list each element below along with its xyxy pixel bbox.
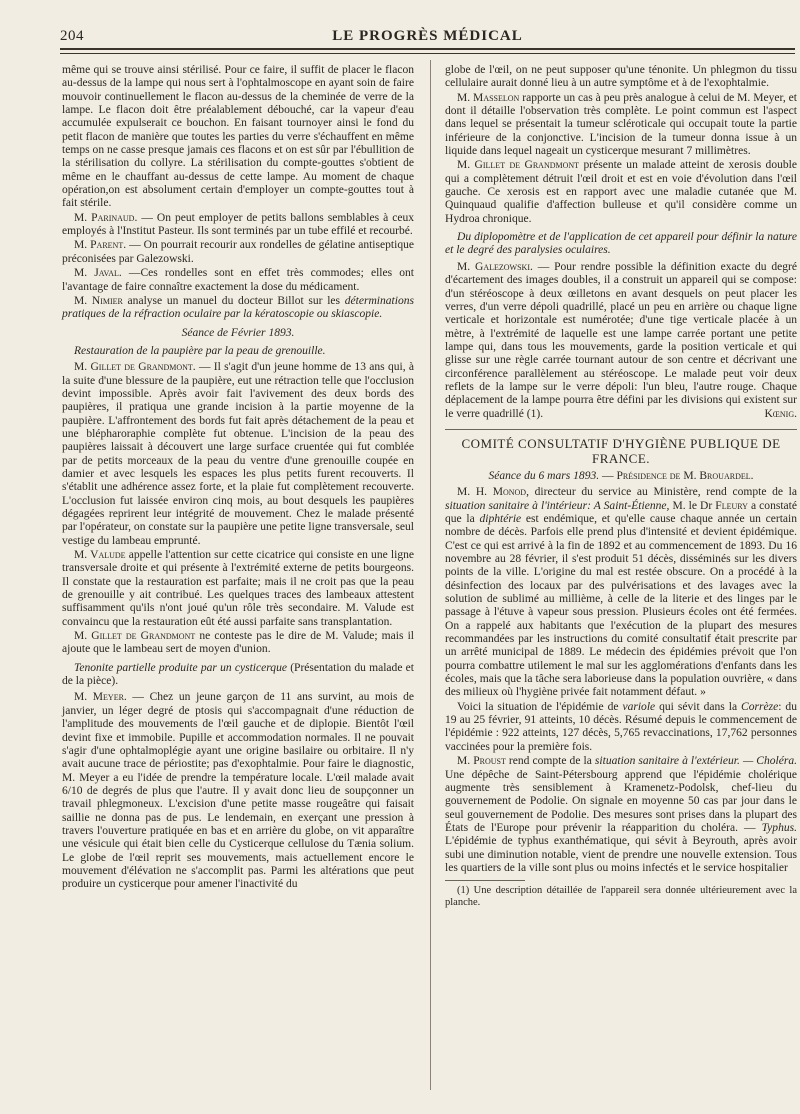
paragraph-text: Une dépêche de Saint-Pétersbourg apprend que l'épidémie cholérique augmente très sensiblement à Kramenetz-Podolsk, chef-lieu du gouvernement de Podolie. On signale en moyenne 50 cas par jour dans le seul gouvernement de Podolie. Des mesures sont prises dans la plupart des États de l'Europe pour prévenir la réapparition du choléra. —: [445, 768, 797, 834]
column-divider: [430, 60, 431, 1090]
speaker-name: M. Gillet de Grandmont.: [74, 361, 196, 374]
paragraph-text: — On peut employer de petits ballons semblables à ceux employés à l'Institut Pasteur. Ils sont terminés par un tube effilé et recourbé.: [62, 211, 414, 238]
italic-text: diphtérie: [479, 512, 522, 525]
speaker-name: M. Valude: [74, 549, 126, 562]
paragraph-text: M. le Dr: [669, 499, 716, 512]
speaker-name: M. Gillet de Grandmont: [74, 630, 196, 643]
session-presidency: — Présidence de M. Brouardel.: [599, 469, 754, 482]
session-heading: [445, 470, 797, 483]
paragraph-text: rend compte de la: [505, 755, 595, 768]
paragraph-text: appelle l'attention sur cette cicatrice qui consiste en une ligne transversale droite et qui présente à l'extrémité externe de petits bourgeons. Il constate que la restauration est parfaite; mais il ne croit pas que la peau de grenouille y ait contribué. Les quelques traces des lambeaux attestent suffisamment qu'ils n'ont joué qu'un rôle très secondaire. M. Valude est convaincu que la restauration eût été aussi parfaite sans transplantation.: [62, 549, 414, 628]
section-heading-italic: Tenonite partielle produite par un cysticerque: [74, 661, 287, 674]
paragraph: [62, 295, 414, 322]
right-column: [445, 64, 797, 910]
page-number: 204: [60, 28, 84, 44]
paragraph: [62, 212, 414, 239]
paragraph-text: — On pourrait recourir aux rondelles de gélatine antiseptique préconisées par Galezowski.: [62, 239, 414, 265]
section-heading-rest: (Présentation du malade et de la pièce).: [62, 661, 414, 688]
paragraph-text: : du 19 au 25 février, 91 atteints, 10 décès. Résumé depuis le commencement de l'épidémie : 922 atteints, 127 décès, 5,765 revaccinations, 17,762 personnes vaccinées pour la première fois.: [445, 700, 797, 753]
speaker-name: M. Parent.: [74, 239, 127, 252]
paragraph-text: — Pour rendre possible la définition exacte du degré d'écartement des images doubles, il a construit un appareil qui se compose: d'un stéréoscope à deux œilletons en avant desquels on peut placer les verres, d'un verre dépoli quadrillé, placé un peu en arrière ou chaque ligne verticale et horizontale est numérotée; d'une tige verticale placée à un mètre, à l'extrémité de laquelle est une lampe carrée portant une petite lampe qui, dans tous les mouvements, garde la position verticale et qui glisse sur une règle carrée tournant autour de son centre et décrivant une circonférence parallèlement au stéréoscope. Le malade peut voir deux reflets de la lampe sur le verre dépoli: l'un bleu, l'autre rouge. Chaque déplacement de la lampe pourra être défini par les divisions qui existent sur le verre quadrillé (1).: [445, 260, 797, 420]
paragraph-text: directeur du service au Ministère, rend compte de la: [528, 486, 798, 499]
section-heading: [62, 662, 414, 689]
paragraph: [62, 267, 414, 294]
paragraph: globe de l'œil, on ne peut supposer qu'une ténonite. Un phlegmon du tissu cellulaire aurait donné lieu à un autre symptôme et à de l'exophtalmie.: [445, 64, 797, 90]
italic-text: Corrèze: [741, 700, 779, 713]
italic-text: situation sanitaire à l'intérieur: A Saint-Étienne,: [445, 499, 670, 512]
speaker-name: M. Proust: [457, 755, 506, 768]
header-rule-thin: [60, 53, 795, 54]
paragraph: [445, 159, 797, 226]
speaker-name: M. Galezowski.: [457, 260, 533, 273]
paragraph: [62, 691, 414, 891]
speaker-name: M. Javal.: [74, 267, 122, 280]
paragraph: [445, 486, 797, 700]
paragraph-text: Voici la situation de l'épidémie de: [457, 700, 623, 713]
speaker-name: M. Gillet de Grandmont: [457, 159, 580, 172]
paragraph-text: présente un malade atteint de xerosis double qui a complètement détruit l'œil droit et est en voie d'évolution dans l'œil gauche. Ce xerosis est en rapport avec une maladie cutanée que M. Quinquaud qualifie d'affection bulleuse et qu'il considère comme un Hydroa chronique.: [445, 159, 797, 225]
paragraph: [445, 755, 797, 875]
paragraph-text: — Il s'agit d'un jeune homme de 13 ans qui, à la suite d'une blessure de la paupière, eut une rétraction telle que l'occlusion devint impossible. Après avoir fait l'avivement des deux bords des paupières, il pratiqua une grande incision à la partie moyenne de la paupière. L'affrontement des bords fut fait après détachement de la peau et une blépharoraphie complète fut obtenue. L'incision de la peau des paupières laissait à découvert une large surface cruentée qui fut comblée par de petits morceaux de la peau du ventre d'une grenouille coupée en damier et avec lesquels les espaces les plus petits furent recouverts. Il s'établit une adhérence assez forte, et la plaie fut complètement recouverte. L'occlusion fut laissée environ cinq mois, au bout desquels les paupières dégagées reprirent leur intégrité de mouvement. Chez le malade présenté par l'opérateur, on constate sur la paupière une petite ligne transversale, seul vestige du lambeau emprunté.: [62, 361, 414, 547]
speaker-name: M. Nimier: [74, 294, 123, 307]
paragraph: [445, 261, 797, 421]
paragraph-text: analyse un manuel du docteur Billot sur les: [122, 294, 345, 307]
committee-title: COMITÉ CONSULTATIF D'HYGIÈNE PUBLIQUE DE FRANCE.: [461, 435, 781, 466]
header-rule: [60, 48, 795, 50]
section-heading: Restauration de la paupière par la peau de grenouille.: [74, 344, 326, 357]
paragraph: [445, 92, 797, 159]
paragraph-text: —Ces rondelles sont en effet très commodes; elles ont l'avantage de faire connaître exactement la dose du médicament.: [62, 267, 414, 293]
page-header: [60, 28, 795, 48]
section-heading: Du diplopomètre et de l'application de cet appareil pour définir la nature et le degré des paralysies oculaires.: [445, 231, 797, 257]
author-signature: Kœnig.: [764, 407, 797, 420]
session-date: Séance du 6 mars 1893.: [488, 469, 600, 482]
paragraph: [62, 549, 414, 629]
running-title: LE PROGRÈS MÉDICAL: [332, 28, 523, 44]
session-heading: Séance de Février 1893.: [181, 326, 295, 339]
speaker-name: M. Masselon: [457, 91, 520, 104]
italic-text: Typhus.: [761, 821, 797, 834]
person-name: Fleury: [715, 499, 748, 512]
paragraph-text: qui sévit dans la: [655, 700, 742, 713]
paragraph-text: rapporte un cas à peu près analogue à celui de M. Meyer, et dont il détaille l'observation très complète. Le point commun est l'aspect dans lequel se présentait la tumeur scléroticale qui occupait toute la partie inférieure de la conjonctive. L'incision de la tumeur donna issue à un liquide dans lequel nageait un cysticerque mesurant 7 millimètres.: [445, 91, 797, 158]
paragraph: même qui se trouve ainsi stérilisé. Pour ce faire, il suffit de placer le flacon au-dessus de la lampe qui nous sert à l'ophtalmoscope en ayant soin de faire mouvoir continuellement le flacon au-dessus de la cheminée de verre de la lampe. Le flacon doit être préalablement débouché, car la vapeur d'eau accumulée expulserait ce bouchon. En faisant tournoyer ainsi le fond du petit flacon de manière que toutes les parties du verre s'échauffent en même temps on ne casse presque jamais ces flacons et on est sûr par l'ébullition de la stérilisation du collyre. La stérilisation du compte-gouttes s'obtient de même en le chauffant au-dessus de cette lampe. Au moment de chaque opération,on est absolument certain d'employer un compte-gouttes tout à fait stérile.: [62, 64, 414, 210]
footnote: (1) Une description détaillée de l'appareil sera donnée ultérieurement avec la planche.: [445, 885, 797, 909]
paragraph: [62, 361, 414, 548]
footnote-rule: [445, 880, 525, 881]
paragraph: [62, 630, 414, 657]
italic-text: situation sanitaire à l'extérieur. — Choléra.: [594, 755, 798, 768]
speaker-name: M. Meyer.: [74, 691, 127, 704]
speaker-name: M. H. Monod,: [457, 486, 529, 499]
paragraph-text: L'épidémie de typhus exanthématique, qui sévit à Beyrouth, après avoir subi une diminution notable, vient de prendre une nouvelle extension. Tous les quartiers de la ville sont plus ou moins infectés et le service hospitalier: [445, 835, 797, 874]
paragraph-text: a constaté que la: [445, 499, 798, 525]
left-column: [62, 64, 414, 893]
work-title: déterminations pratiques de la réfraction oculaire par la kératoscopie ou skiascopie.: [62, 294, 414, 321]
italic-text: variole: [622, 700, 656, 713]
section-divider: [445, 429, 797, 430]
speaker-name: M. Parinaud.: [74, 211, 138, 224]
paragraph: [62, 239, 414, 266]
paragraph-text: ne conteste pas le dire de M. Valude; mais il ajoute que le lambeau sert de moyen d'union.: [62, 630, 414, 656]
paragraph-text: est endémique, et qu'elle cause chaque année un certain nombre de décès. Parfois elle prend plus d'intensité et devient épidémique. C'est ce qui est arrivé à la fin de 1892 et au commencement de 1893. Du 16 novembre au 28 février, il s'est produit 51 décès, disséminés sur les divers points de la ville. L'origine du mal est restée obscure. On a procédé à la désinfection des locaux par des pulvérisations et des lavages avec la solution de sublimé au millième, à celle de la literie et des linges par le passage à l'étuve à vapeur sous pression. Plusieurs écoles ont été fermées. On a rappelé aux habitants que l'exécution de la plupart des mesures recommandées par les instructions du comité consultatif était prescrite par un arrêté municipal de 1889. Le médecin des épidémies prévoit que l'on pourra combattre utilement le mal sur les agglomérations d'enfants dans les écoles, mais que la tâche sera laborieuse dans la population ouvrière, « dans des milieux où l'hygiène privée fait notamment défaut. »: [445, 512, 798, 699]
paragraph: [445, 701, 797, 754]
paragraph-text: — Chez un jeune garçon de 11 ans survint, au mois de janvier, un léger degré de ptosis qui s'accompagnait d'une réduction de l'amplitude des mouvements de l'œil gauche et de diplopie. Bientôt l'œil devint fixe et immobile. Pupille et accommodation normales. Il ne pouvait s'agir d'une ophtalmoplégie ayant une origine basilaire ou orbitaire. Il n'y avait aucune trace de périostite; pas d'exophtalmie. Pour faire le diagnostic, M. Meyer a eu l'idée de prendre la température locale. L'œil malade avait 6/10 de degrés de plus que l'autre. Il y avait donc lieu de soupçonner un travail phlegmoneux. L'excision d'une petite masse rougeâtre qui faisait saillie ne donna pas de pus. Le lendemain, en exerçant une pression à travers l'ouverture pratiquée en bas et en arrière du globe, on vit apparaître une vésicule qui était bien celle du Cysticerque cellulose du Tænia solium. Le globe de l'œil reprit ses mouvements, mais actuellement encore le mouvement d'élévation ne s'accomplit pas. Parmi les altérations que peut produire un cysticerque pour amener l'inactivité du: [62, 691, 414, 891]
